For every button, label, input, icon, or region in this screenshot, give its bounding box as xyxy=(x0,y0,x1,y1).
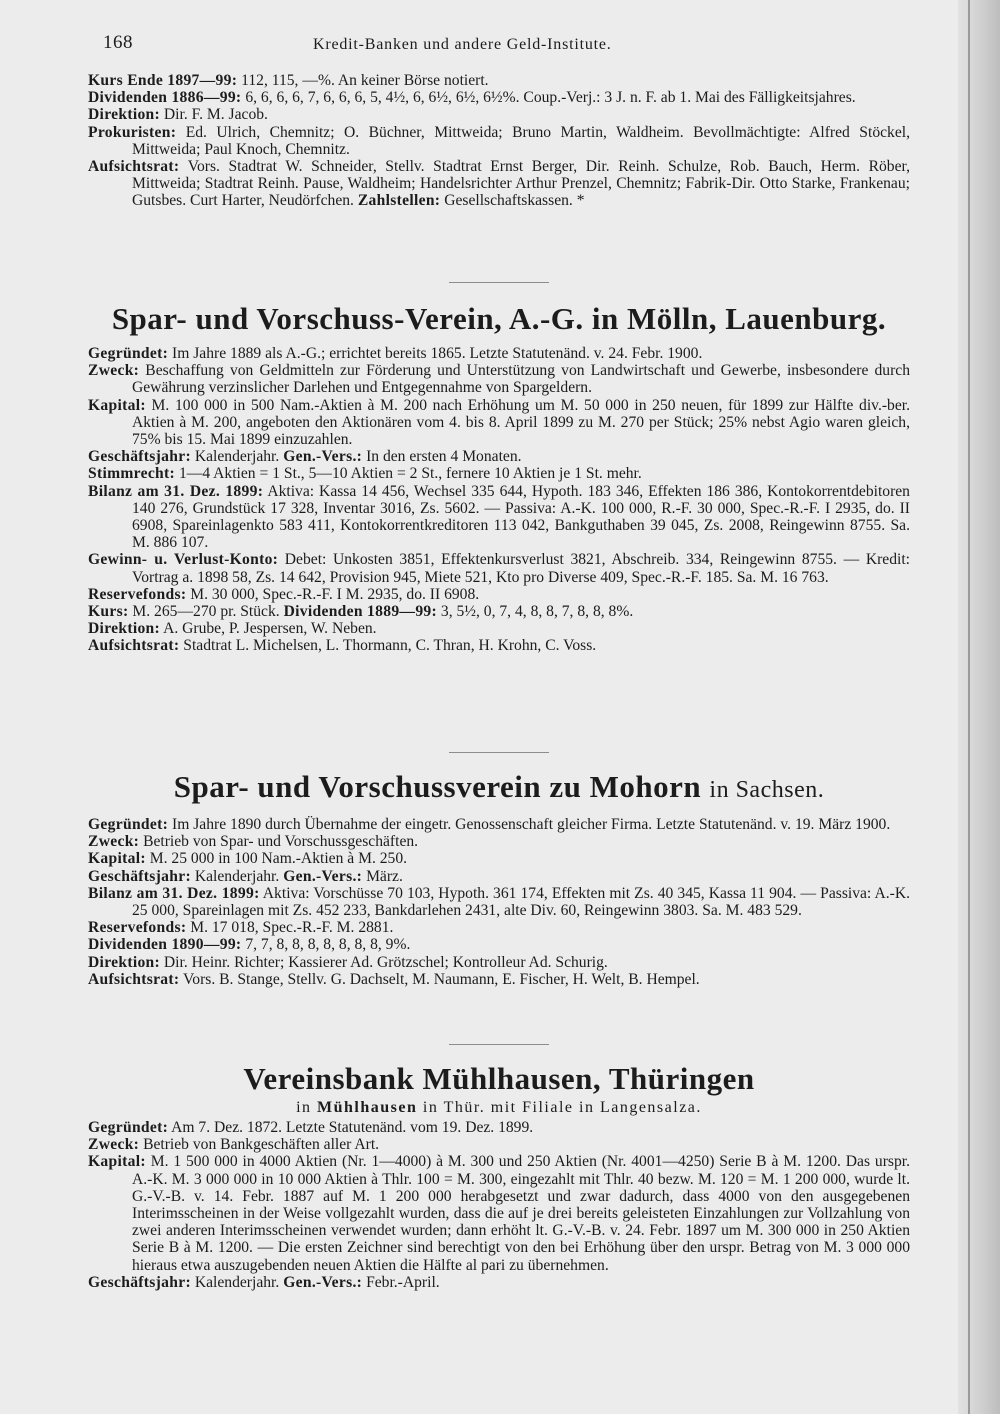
row-label: Kapital: xyxy=(88,850,146,868)
entry-row xyxy=(88,620,910,637)
row-label: Gegründet: xyxy=(88,345,169,362)
row-text: Betrieb von Bankgeschäften aller Art. xyxy=(143,1136,380,1154)
entry-row xyxy=(88,919,910,936)
page-edge-line xyxy=(968,0,970,1414)
entry-rows xyxy=(88,816,910,988)
entry-row xyxy=(88,1119,910,1136)
entry-row xyxy=(88,1153,910,1273)
row-text: M. 25 000 in 100 Nam.-Aktien à M. 250. xyxy=(149,850,408,868)
row-text: Kalenderjahr. xyxy=(194,1273,280,1291)
row-label: Zweck: xyxy=(88,833,140,851)
entry-row: Prokuristen: Ed. Ulrich, Chemnitz; O. Büchner, Mittweida; Bruno Martin, Waldheim. Bevollmächtigte: Alfred Stöckel, Mittweida; Paul Knoch, Chemnitz. xyxy=(88,123,910,158)
row-text: Betrieb von Spar- und Vorschussgeschäften. xyxy=(143,833,419,851)
page-number: 168 xyxy=(103,32,133,53)
row-text: 7, 7, 8, 8, 8, 8, 8, 8, 8, 9%. xyxy=(245,936,411,954)
row-text: M. 17 018, Spec.-R.-F. M. 2881. xyxy=(190,919,394,937)
entry-row xyxy=(88,603,910,620)
row-text: März. xyxy=(366,867,403,885)
row-label: Geschäftsjahr: xyxy=(88,1273,191,1291)
row-label: Gen.-Vers.: xyxy=(283,867,363,885)
entry-row xyxy=(88,1274,910,1291)
row-label: Gen.-Vers.: xyxy=(283,1273,363,1291)
row-text: Im Jahre 1890 durch Übernahme der eingetr. Genossenschaft gleicher Firma. Letzte Statutenänd. v. 19. März 1900. xyxy=(172,816,891,833)
entry-row xyxy=(88,397,910,449)
entry-subtitle: in Mühlhausen in Thür. mit Filiale in Langensalza. xyxy=(296,1099,702,1116)
row-text: A. Grube, P. Jespersen, W. Neben. xyxy=(163,620,377,638)
row-text: Dir. Heinr. Richter; Kassierer Ad. Grötzschel; Kontrolleur Ad. Schurig. xyxy=(163,953,608,971)
row-text: M. 30 000, Spec.-R.-F. I M. 2935, do. II 6908. xyxy=(190,585,480,603)
entry-title: Spar- und Vorschuss-Verein, A.-G. in Mölln, Lauenburg. xyxy=(111,301,887,336)
entry-row xyxy=(88,1136,910,1153)
entry-row xyxy=(88,885,910,919)
row-label: Reservefonds: xyxy=(88,585,187,603)
section-divider xyxy=(449,752,549,753)
entry-row: Aufsichtsrat: Vors. Stadtrat W. Schneider, Stellv. Stadtrat Ernst Berger, Dir. Reinh. Schulze, Rob. Bauch, Herm. Röber, Mittweida; Stadtrat Reinh. Pause, Waldheim; Handelsrichter Arthur Prenzel, Chemnitz; Fabrik-Dir. Otto Starke, Frankenau; Gutsbes. Curt Harter, Neudörfchen. Zahlstellen: Gesellschaftskassen. * xyxy=(88,158,910,210)
entry-vereinsbank-muehlhausen xyxy=(88,1044,910,1291)
row-label: Zweck: xyxy=(88,362,140,380)
row-text: Debet: Unkosten 3851, Effektenkursverlust 3821, Abschreib. 334, Reingewinn 8755. — Kredit: Vortrag a. 1898 58, Zs. 14 642, Provision 945, Miete 521, Kto pro Diverse 409, Spec.-R.-F. 185. Sa. M. 16 763. xyxy=(132,551,910,586)
row-label: Geschäftsjahr: xyxy=(88,448,191,466)
row-label: Kurs: xyxy=(88,603,129,621)
entry-row xyxy=(88,483,910,552)
row-text: Vors. B. Stange, Stellv. G. Dachselt, M. Naumann, E. Fischer, H. Welt, B. Hempel. xyxy=(183,970,700,988)
row-text: Beschaffung von Geldmitteln zur Förderung und Unterstützung von Landwirtschaft und Gewerbe, insbesondere durch Gewährung verzinslicher Darlehen und Entgegennahme von Spargeldern. xyxy=(132,362,910,397)
row-label: Direktion: xyxy=(88,953,161,971)
entry-row xyxy=(88,465,910,482)
row-text: M. 1 500 000 in 4000 Aktien (Nr. 1—4000) à M. 300 und 250 Aktien (Nr. 4001—4250) Serie B à M. 1200. Das urspr. A.-K. M. 3 000 000 in 10 000 Aktien à Thlr. 100 = M. 300, eingezahlt mit Thlr. 40 bezw. M. 120 = M. 1 200 000, wurde lt. G.-V.-B. v. 14. Febr. 1887 auf M. 1 200 000 herabgesetzt und zwar dadurch, dass 4000 von den ausgegebenen Interimsscheinen in der Weise vollgezahlt wurden, dass die auf je drei bereits geleisteten Einzahlungen zur Vollzahlung von zwei anderen Interimsscheinen verwendet wurden; dann erhöht lt. G.-V.-B. v. 24. Febr. 1897 um M. 300 000 in 250 Aktien Serie B à M. 1200. — Die ersten Zeichner sind berechtigt von den bei Erhöhung über den urspr. Betrag von M. 3 000 000 hieraus etwa auszugebenden neuen Aktien die Hälfte al pari zu übernehmen. xyxy=(132,1153,910,1274)
entry-title: Spar- und Vorschussverein zu Mohorn in Sachsen. xyxy=(173,769,825,804)
running-title: Kredit-Banken und andere Geld-Institute. xyxy=(313,36,612,53)
entry-row xyxy=(88,637,910,654)
entry-row xyxy=(88,586,910,603)
row-text: Kalenderjahr. xyxy=(194,867,280,885)
page-header xyxy=(103,32,903,62)
entry-rows xyxy=(88,1119,910,1291)
entry-row: Kurs Ende 1897—99: 112, 115, —%. An keiner Börse notiert. xyxy=(88,72,489,89)
entry-spar-vorschuss-mohorn xyxy=(88,752,910,988)
row-text: Am 7. Dez. 1872. Letzte Statutenänd. vom 19. Dez. 1899. xyxy=(171,1119,534,1136)
row-label: Reservefonds: xyxy=(88,919,187,937)
row-text: Aktiva: Vorschüsse 70 103, Hypoth. 361 174, Effekten mit Zs. 40 345, Kassa 11 904. — Passiva: A.-K. 25 000, Spareinlagen mit Zs. 452 233, Bankdarlehen 2431, alte Div. 60, Reingewinn 3803. Sa. M. 483 529. xyxy=(132,884,910,920)
row-text: In den ersten 4 Monaten. xyxy=(366,448,522,466)
entry-row xyxy=(88,448,910,465)
row-text: Stadtrat L. Michelsen, L. Thormann, C. Thran, H. Krohn, C. Voss. xyxy=(183,637,597,655)
row-label: Dividenden 1889—99: xyxy=(283,603,437,621)
entry-spar-vorschuss-moelln xyxy=(88,282,910,655)
entry-row xyxy=(88,971,910,988)
entry-row xyxy=(88,833,910,850)
row-label: Zweck: xyxy=(88,1136,140,1154)
entry-row xyxy=(88,868,910,885)
row-label: Gegründet: xyxy=(88,816,169,833)
row-label: Aufsichtsrat: xyxy=(88,637,180,655)
row-label: Bilanz am 31. Dez. 1899: xyxy=(88,482,264,500)
row-text: 1—4 Aktien = 1 St., 5—10 Aktien = 2 St., fernere 10 Aktien je 1 St. mehr. xyxy=(178,465,642,483)
section-divider xyxy=(449,282,549,283)
row-text: 3, 5½, 0, 7, 4, 8, 8, 7, 8, 8, 8%. xyxy=(440,603,634,621)
entry-row xyxy=(88,954,910,971)
row-text: Im Jahre 1889 als A.-G.; errichtet bereits 1865. Letzte Statutenänd. v. 24. Febr. 1900. xyxy=(172,345,703,362)
row-label: Gen.-Vers.: xyxy=(283,448,363,466)
section-divider xyxy=(449,1044,549,1045)
row-label: Direktion: xyxy=(88,620,161,638)
entry-row xyxy=(88,850,910,867)
entry-row xyxy=(88,936,910,953)
row-label: Gegründet: xyxy=(88,1119,169,1136)
row-text: M. 100 000 in 500 Nam.-Aktien à M. 200 nach Erhöhung um M. 50 000 in 250 neuen, für 1899 zur Hälfte div.-ber. Aktien à M. 200, angeboten den Aktionären vom 4. bis 8. April 1899 zu M. 270 per Stück; 25% nebst Agio waren gleich, 75% bis 15. Mai 1899 einzuzahlen. xyxy=(132,396,910,449)
row-label: Kapital: xyxy=(88,1153,146,1171)
entry-row: Direktion: Dir. F. M. Jacob. xyxy=(88,106,268,124)
row-text: Febr.-April. xyxy=(366,1273,440,1291)
row-text: Aktiva: Kassa 14 456, Wechsel 335 644, Hypoth. 183 346, Effekten 186 386, Kontokorrentdebitoren 140 276, Grundstück 17 328, Inventar 3016, Zs. 5602. — Passiva: A.-K. 100 000, R.-F. 30 000, Spec.-R.-F. I 2935, do. II 6908, Spareinlagenkto 583 411, Kontokorrentkreditoren 113 042, Bankguthaben 39 045, Zs. 2008, Reingewinn 8755. Sa. M. 886 107. xyxy=(132,482,910,552)
row-label: Bilanz am 31. Dez. 1899: xyxy=(88,884,260,902)
entry-rows xyxy=(88,345,910,655)
row-label: Dividenden 1890—99: xyxy=(88,936,242,954)
entry-row: Dividenden 1886—99: 6, 6, 6, 6, 7, 6, 6, 6, 5, 4½, 6, 6½, 6½, 6½%. Coup.-Verj.: 3 J. n. F. ab 1. Mai des Fälligkeitsjahres. xyxy=(88,89,856,107)
row-label: Stimmrecht: xyxy=(88,465,176,483)
entry-row xyxy=(88,816,910,833)
row-text: M. 265—270 pr. Stück. xyxy=(132,603,280,621)
entry-row xyxy=(88,551,910,585)
row-text: Kalenderjahr. xyxy=(194,448,280,466)
row-label: Gewinn- u. Verlust-Konto: xyxy=(88,551,279,569)
entry-title: Vereinsbank Mühlhausen, Thüringen xyxy=(243,1061,755,1096)
row-label: Aufsichtsrat: xyxy=(88,970,180,988)
entry-continuation xyxy=(88,72,910,210)
row-label: Geschäftsjahr: xyxy=(88,867,191,885)
entry-row xyxy=(88,362,910,396)
row-label: Kapital: xyxy=(88,396,146,414)
entry-row xyxy=(88,345,910,362)
page-edge-shadow xyxy=(958,0,1000,1414)
